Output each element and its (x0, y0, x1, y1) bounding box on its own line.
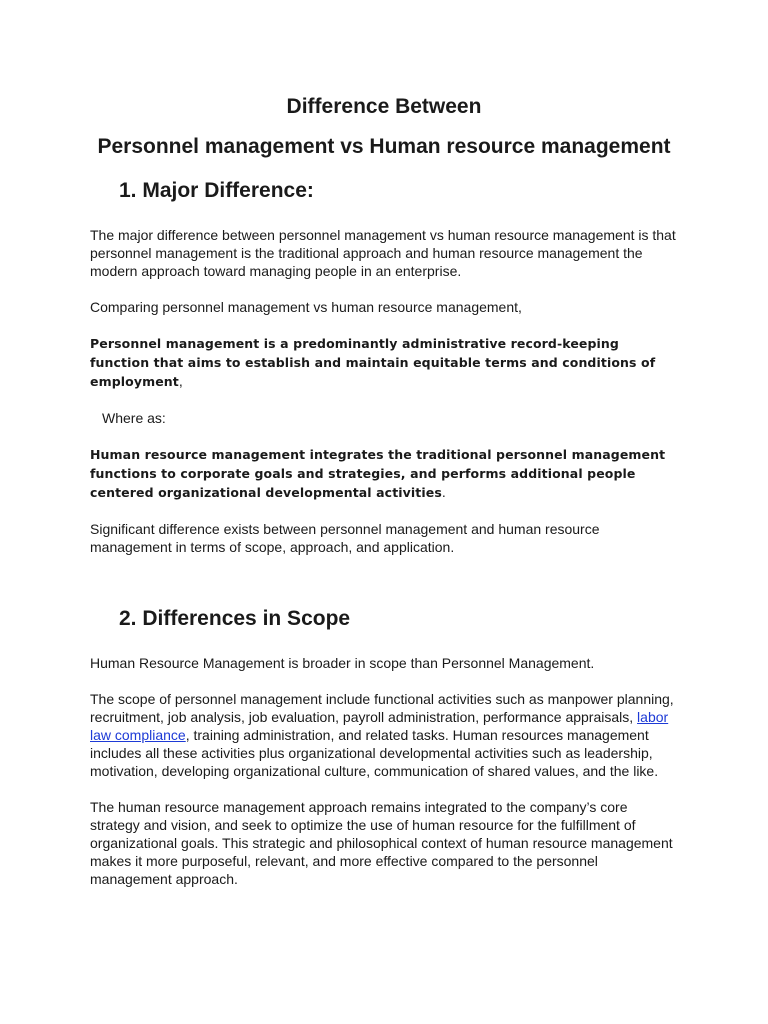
scope-detail-paragraph (90, 690, 678, 780)
section-heading-major-difference: 1. Major Difference: (119, 179, 314, 202)
personnel-definition-bold: Personnel management is a predominantly administrative record-keeping function that aims to establish and maintain equitable terms and conditions of employment (90, 336, 656, 389)
hrm-definition-bold: Human resource management integrates the traditional personnel management functions to corporate goals and strategies, and performs additional people centered organizational developmental activities (90, 447, 666, 500)
scope-intro-paragraph: Human Resource Management is broader in scope than Personnel Management. (90, 655, 595, 671)
personnel-definition-paragraph (90, 334, 678, 391)
comparing-paragraph: Comparing personnel management vs human resource management, (90, 299, 522, 315)
labor-law-compliance-link[interactable]: labor law compliance (90, 709, 669, 743)
major-difference-paragraph: The major difference between personnel management vs human resource management is that personnel management is the traditional approach and human resource management the modern approach toward managing people in an enterprise. (90, 227, 676, 279)
scope-detail-before: The scope of personnel management include functional activities such as manpower planning, recruitment, job analysis, job evaluation, payroll administration, performance appraisals, (90, 691, 674, 725)
significant-difference-paragraph: Significant difference exists between personnel management and human resource management in terms of scope, approach, and application. (90, 521, 600, 555)
whereas-text: Where as: (102, 410, 166, 426)
personnel-definition-tail: , (178, 373, 183, 389)
hrm-definition-paragraph (90, 445, 678, 502)
hrm-approach-paragraph: The human resource management approach remains integrated to the company’s core strategy and vision, and seek to optimize the use of human resource for the fulfillment of organizational goals. This strategic and philosophical context of human resource management makes it more purposeful, relevant, and more effective compared to the personnel management approach. (90, 799, 673, 887)
hrm-definition-tail: . (441, 484, 446, 500)
document-title: Difference Between (286, 95, 482, 118)
scope-detail-after: , training administration, and related tasks. Human resources management includes all these activities plus organizational developmental activities such as leadership, motivation, developing organizational culture, communication of shared values, and the like. (90, 727, 659, 779)
document-subtitle: Personnel management vs Human resource management (97, 135, 671, 158)
section-heading-differences-in-scope: 2. Differences in Scope (119, 607, 351, 630)
